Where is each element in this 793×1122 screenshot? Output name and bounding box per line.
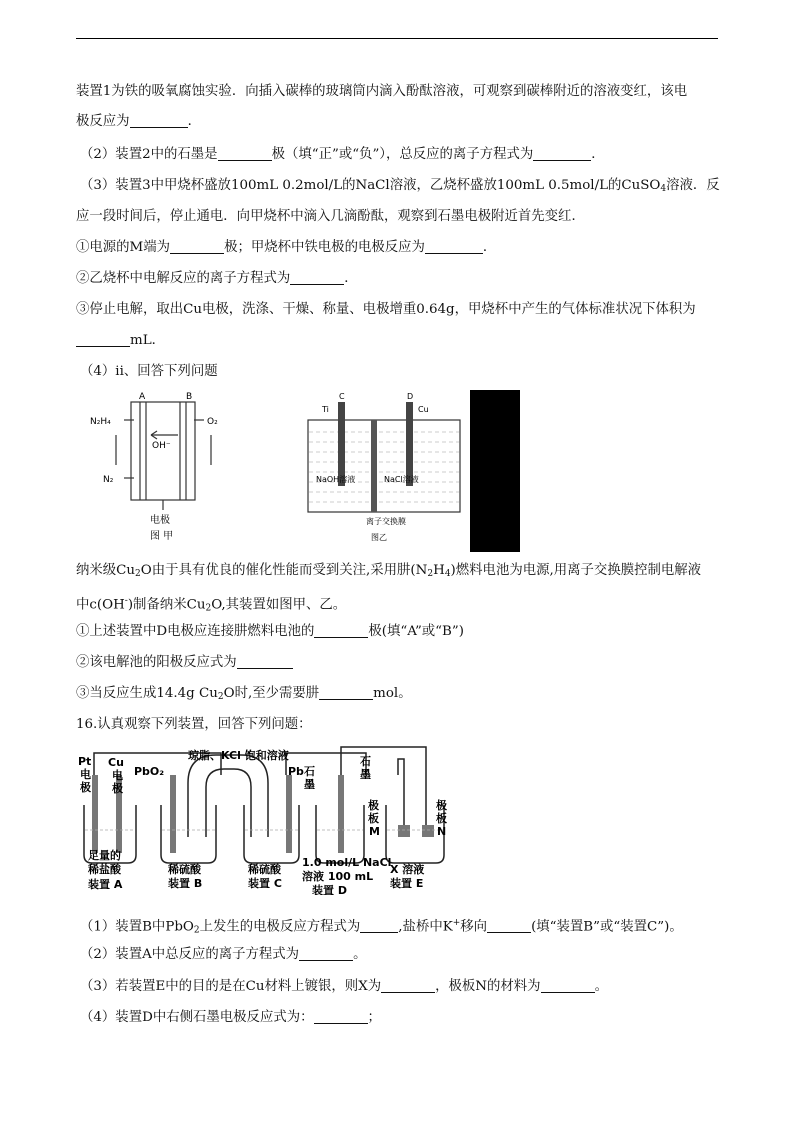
caption-jia: 图 甲: [150, 531, 174, 542]
label-A: A: [139, 392, 146, 402]
answer-blank[interactable]: [76, 332, 130, 347]
question-16-3: （3）若装置E中的目的是在Cu材料上镀银，则X为 ，极板N的材料为 。: [80, 979, 608, 994]
label-n2: N₂: [103, 475, 114, 485]
label-n2h4: N₂H₄: [90, 417, 111, 427]
paragraph-line: 装置1为铁的吸氧腐蚀实验．向插入碳棒的玻璃筒内滴入酚酞溶液，可观察到碳棒附近的溶液变红，该电: [76, 84, 688, 99]
label-graphite-2b: 墨: [360, 768, 371, 781]
label-b1: 稀硫酸: [168, 863, 201, 876]
label-plate-m: 极: [368, 799, 379, 812]
label-graphite-1: 石: [304, 765, 315, 778]
answer-blank[interactable]: [314, 623, 368, 638]
label-cu-3: 极: [112, 782, 123, 795]
answer-blank[interactable]: [314, 1009, 368, 1024]
answer-blank[interactable]: [360, 918, 398, 933]
label-electrode: 电极: [150, 515, 170, 526]
answer-blank[interactable]: [290, 270, 344, 285]
answer-blank[interactable]: [299, 946, 353, 961]
electrolysis-figure: [76, 390, 520, 552]
answer-blank[interactable]: [381, 978, 435, 993]
label-cu: Cu: [108, 756, 124, 769]
question-3: （3）装置3中甲烧杯盛放100mL 0.2mol/L的NaCl溶液，乙烧杯盛放100mL 0.5mol/L的CuSO$_4$溶液．反: [80, 178, 720, 194]
question-4: （4）ii、回答下列问题: [80, 364, 218, 379]
header-rule: [76, 38, 718, 39]
label-o2: O₂: [207, 417, 218, 427]
label-d3: 装置 D: [312, 884, 347, 895]
answer-blank[interactable]: [533, 146, 591, 161]
paragraph-line: 纳米级$Cu_2O$由于具有优良的催化性能而受到关注,采用肼$(N_2H_4)$燃料电池为电源,用离子交换膜控制电解液: [76, 563, 702, 579]
caption-yi: 图乙: [371, 533, 387, 542]
question-16: 16.认真观察下列装置，回答下列问题：: [76, 717, 312, 732]
answer-blank[interactable]: [218, 146, 272, 161]
paragraph-line: 极反应为 ．: [76, 114, 201, 129]
label-ti: Ti: [322, 405, 329, 414]
label-a1: 足量的: [88, 849, 121, 862]
label-salt-bridge: 琼脂、KCl 饱和溶液: [188, 749, 289, 762]
label-graphite-2: 石: [360, 755, 371, 768]
paragraph-line: 应一段时间后，停止通电．向甲烧杯中滴入几滴酚酞，观察到石墨电极附近首先变红．: [76, 209, 585, 224]
answer-blank[interactable]: [170, 239, 224, 254]
label-d1: 1.0 mol/L NaCl: [302, 856, 392, 869]
sub-question-1: ①上述装置中D电极应连接肼燃料电池的 极(填“A”或“B”): [76, 624, 464, 639]
question-16-2: （2）装置A中总反应的离子方程式为 。: [80, 947, 367, 962]
sub-question-3: ③当反应生成14.4g $Cu_2O$时,至少需要肼 mol。: [76, 686, 412, 702]
label-a2: 稀盐酸: [88, 863, 121, 876]
label-b2: 装置 B: [168, 877, 203, 890]
label-B: B: [186, 392, 193, 402]
label-d2: 溶液 100 mL: [302, 870, 374, 883]
label-plate-n2: 板: [436, 812, 447, 825]
sub-question-2: ②该电解池的阳极反应式为: [76, 653, 293, 673]
label-D: D: [407, 392, 414, 401]
label-naoh: NaOH溶液: [316, 475, 356, 484]
question-16-4: （4）装置D中右侧石墨电极反应式为： ；: [80, 1010, 381, 1025]
label-e1: X 溶液: [390, 863, 425, 876]
label-C: C: [339, 392, 345, 401]
paragraph-line: 中c(OH-)制备纳米$Cu_2O$,其装置如图甲、乙。: [76, 596, 347, 614]
devices-figure: [76, 745, 456, 895]
question-3-3: ③停止电解，取出Cu电极，洗涤、干燥、称量、电极增重0.64g，甲烧杯中产生的气体标准状况下体积为: [76, 302, 696, 317]
label-pb: Pb: [288, 765, 304, 778]
label-graphite-1b: 墨: [304, 778, 315, 791]
answer-blank[interactable]: [237, 654, 293, 669]
paragraph-line: mL．: [76, 331, 165, 351]
label-a3: 装置 A: [88, 878, 123, 891]
label-pt-3: 极: [80, 781, 91, 794]
answer-blank[interactable]: [541, 978, 595, 993]
black-bar: [470, 390, 520, 552]
label-cu: Cu: [418, 405, 429, 414]
answer-blank[interactable]: [425, 239, 483, 254]
label-nacl: NaCl溶液: [384, 475, 419, 484]
label-oh: OH⁻: [152, 441, 171, 451]
label-c2: 装置 C: [248, 877, 282, 890]
answer-blank[interactable]: [487, 918, 531, 933]
label-c1: 稀硫酸: [248, 863, 281, 876]
label-plate-m3: M: [369, 825, 380, 838]
question-16-1: （1）装置B中PbO$_2$上发生的电极反应方程式为 ,盐桥中K+移向 (填“装置B”或“装置C”)。: [80, 918, 683, 936]
label-pbo2: PbO₂: [134, 765, 165, 778]
label-pt-2: 电: [80, 768, 91, 781]
label-plate-n: 极: [436, 799, 447, 812]
answer-blank[interactable]: [130, 113, 188, 128]
label-e2: 装置 E: [390, 877, 424, 890]
label-pt: Pt: [78, 755, 92, 768]
label-plate-n3: N: [437, 825, 447, 838]
label-cu-2: 电: [112, 769, 123, 782]
question-2: （2）装置2中的石墨是 极（填“正”或“负”），总反应的离子方程式为 ．: [80, 147, 605, 162]
question-3-2: ②乙烧杯中电解反应的离子方程式为 ．: [76, 271, 358, 286]
label-plate-m2: 板: [368, 812, 379, 825]
question-3-1: ①电源的M端为 极；甲烧杯中铁电极的电极反应为 ．: [76, 240, 497, 255]
label-membrane: 离子交换膜: [366, 517, 406, 526]
answer-blank[interactable]: [319, 685, 373, 700]
